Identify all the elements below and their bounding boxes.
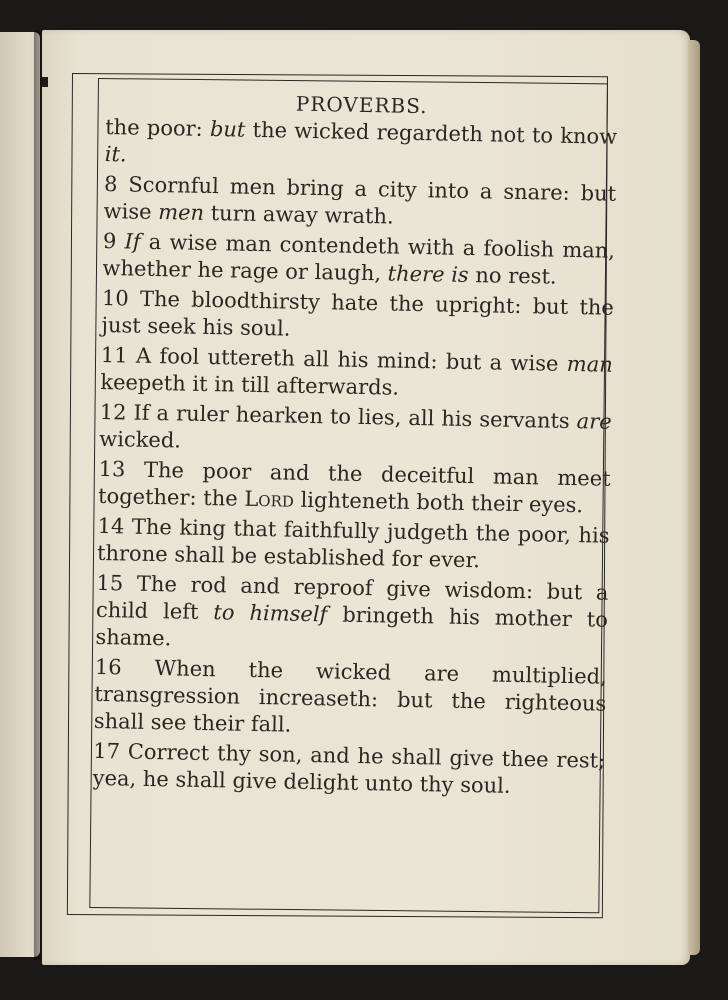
- verse-text: 12 If a ruler hearken to lies, all his servants: [99, 399, 577, 434]
- verse-text: 13 The poor and the deceitful man meet together: the: [97, 456, 611, 511]
- verse-text: 17 Correct thy son, and he shall give thee rest; yea, he shall give delight unto thy soul.: [92, 738, 606, 798]
- verse-text: 14 The king that faithfully judgeth the poor, his throne shall be established for ever.: [96, 513, 610, 573]
- verse-paragraph: [97, 513, 610, 577]
- verse-text: keepeth it in till afterwards.: [100, 369, 400, 400]
- verse-paragraph: [99, 399, 612, 463]
- italic-text: men: [157, 200, 205, 225]
- verse-text: 10 The bloodthirsty hate the upright: but the just seek his soul.: [101, 285, 615, 341]
- verse-paragraph: [104, 114, 617, 178]
- italic-text: If: [124, 229, 141, 254]
- italic-text: man: [566, 351, 614, 377]
- verse-text: 16 When the wicked are multiplied, transgression increaseth: but the righteous shall see their fall.: [93, 654, 608, 737]
- italic-text: but: [209, 117, 246, 142]
- verse-text: 9: [102, 228, 125, 254]
- verse-text: 15 The rod and reproof give wisdom: but a child left: [95, 570, 609, 625]
- verse-text: 8 Scornful men bring a city into a snare: but wise: [103, 171, 617, 225]
- verse-paragraph: [92, 738, 605, 802]
- verse-paragraph: [103, 171, 616, 235]
- verse-text: wicked.: [99, 426, 182, 453]
- italic-text: it.: [104, 141, 127, 167]
- verse-paragraph: [94, 654, 607, 745]
- verse-paragraph: [102, 228, 615, 292]
- binding-mark: [42, 77, 48, 87]
- italic-text: there is: [387, 261, 469, 287]
- verse-paragraph: [101, 285, 614, 349]
- page-text: [92, 88, 617, 805]
- italic-text: to himself: [213, 600, 328, 627]
- verse-list: [92, 114, 617, 802]
- page-block-edge: [688, 40, 700, 955]
- verse-text: no rest.: [468, 262, 557, 289]
- verse-paragraph: [95, 570, 608, 661]
- verse-paragraph: [98, 456, 611, 520]
- small-caps-text: Lord: [244, 486, 295, 512]
- verse-text: a wise man contendeth with a foolish man, whether he rage or laugh,: [102, 229, 616, 286]
- verse-text: turn away wrath.: [203, 200, 394, 229]
- verse-paragraph: [100, 342, 613, 406]
- verse-text: 11 A fool uttereth all his mind: but a wise: [100, 342, 568, 376]
- verse-text: the poor:: [105, 114, 211, 142]
- running-head: PROVERBS.: [295, 91, 428, 119]
- verse-text: bringeth his mother to shame.: [95, 602, 609, 651]
- verse-text: lighteneth both their eyes.: [293, 487, 584, 518]
- verse-text: the wicked regardeth not to know: [245, 117, 618, 149]
- italic-text: are: [576, 409, 612, 434]
